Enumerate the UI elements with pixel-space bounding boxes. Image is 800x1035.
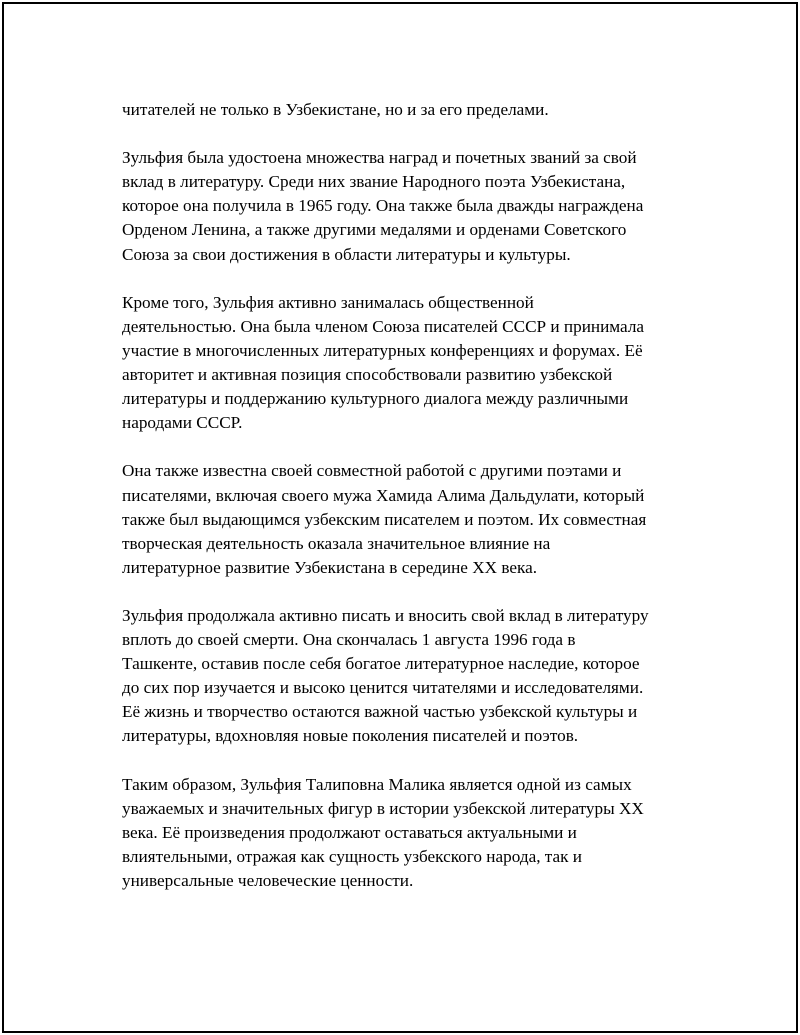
text-line: Союза за свои достижения в области литературы и культуры. [122,244,571,264]
text-line: деятельностью. Она была членом Союза писателей СССР и принимала [122,316,645,336]
text-line: вплоть до своей смерти. Она скончалась 1 августа 1996 года в [122,630,576,650]
text-line: до сих пор изучается и высоко ценится читателями и исследователями. [122,678,644,698]
text-line: участие в многочисленных литературных конференциях и форумах. Её [122,340,643,360]
text-line: Орденом Ленина, а также другими медалями и орденами Советского [122,220,627,240]
paragraph [122,604,702,749]
text-line: творческая деятельность оказала значительное влияние на [122,533,551,553]
paragraph [122,291,702,436]
text-line: Зульфия была удостоена множества наград и почетных званий за свой [122,148,637,168]
text-line: Таким образом, Зульфия Талиповна Малика является одной из самых [122,774,632,794]
paragraph [122,146,702,266]
text-line: века. Её произведения продолжают оставаться актуальными и [122,822,577,842]
text-line: литературное развитие Узбекистана в середине XX века. [122,557,538,577]
text-line: Ташкенте, оставив после себя богатое литературное наследие, которое [122,654,640,674]
document-body [122,98,702,917]
paragraph [122,773,702,893]
page-frame [2,2,798,1033]
text-line: влиятельными, отражая как сущность узбекского народа, так и [122,846,582,866]
text-line: авторитет и активная позиция способствовали развитию узбекской [122,365,613,385]
text-line: народами СССР. [122,413,243,433]
paragraph [122,98,702,122]
text-line: Её жизнь и творчество остаются важной частью узбекской культуры и [122,702,638,722]
text-line: читателей не только в Узбекистане, но и за его пределами. [122,100,549,119]
text-line: Она также известна своей совместной работой с другими поэтами и [122,461,622,481]
paragraph [122,459,702,579]
text-line: также был выдающимся узбекским писателем и поэтом. Их совместная [122,509,647,529]
text-line: Зульфия продолжала активно писать и вносить свой вклад в литературу [122,605,649,625]
text-line: писателями, включая своего мужа Хамида Алима Дальдулати, который [122,485,645,505]
text-line: Кроме того, Зульфия активно занималась общественной [122,292,534,312]
text-line: уважаемых и значительных фигур в истории узбекской литературы XX [122,798,644,818]
text-line: литературы, вдохновляя новые поколения писателей и поэтов. [122,726,579,746]
text-line: литературы и поддержанию культурного диалога между различными [122,389,629,409]
text-line: которое она получила в 1965 году. Она также была дважды награждена [122,196,644,216]
text-line: универсальные человеческие ценности. [122,871,414,890]
text-line: вклад в литературу. Среди них звание Народного поэта Узбекистана, [122,172,626,192]
